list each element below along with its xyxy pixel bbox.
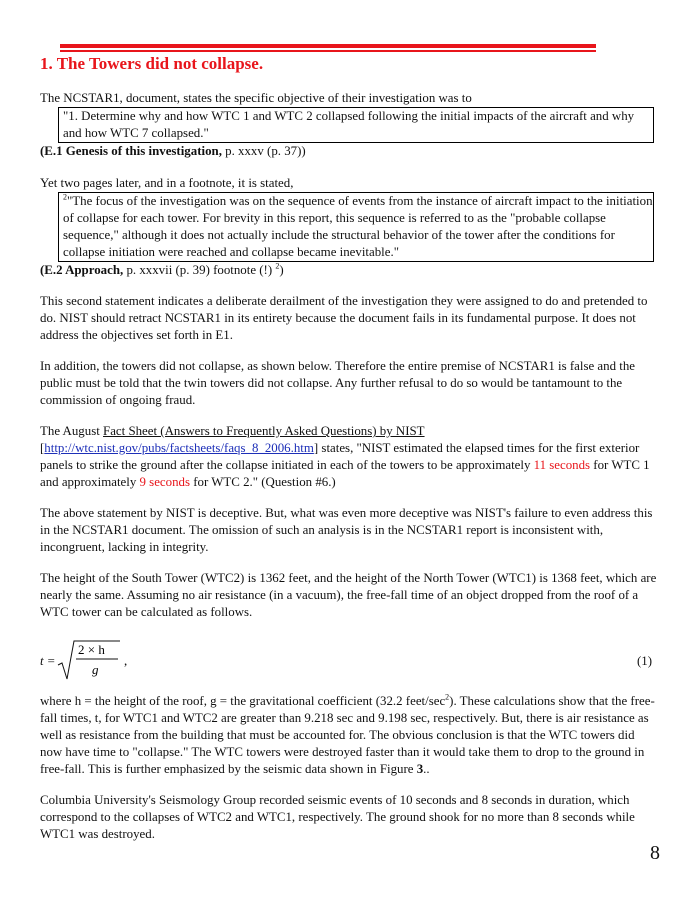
text-a: where h = the height of the roof, g = the gravitational coefficient (32.2 feet/sec bbox=[40, 694, 446, 708]
equation-denominator: g bbox=[92, 662, 99, 677]
text-end: for WTC 2." (Question #6.) bbox=[190, 475, 336, 489]
text-lead: The August bbox=[40, 424, 104, 438]
paragraph-objective-intro: The NCSTAR1, document, states the specific objective of their investigation was to bbox=[40, 91, 472, 105]
footnote-marker: 2 bbox=[63, 192, 67, 202]
paragraph-footnote-intro: Yet two pages later, and in a footnote, it is stated, bbox=[40, 176, 294, 190]
citation-bold: (E.2 Approach, bbox=[40, 263, 124, 277]
red-rule-bottom bbox=[60, 50, 596, 52]
citation-rest: p. xxxvii (p. 39) footnote (!) bbox=[123, 263, 276, 277]
highlight-wtc1-time: 11 seconds bbox=[533, 458, 591, 472]
document-body bbox=[40, 90, 658, 843]
fact-sheet-link[interactable]: http://wtc.nist.gov/pubs/factsheets/faqs_8_2006.htm bbox=[44, 441, 314, 455]
text-mid: states, "NIST estimated the elapsed times for the first exterior panels to strike the ground after the collapse initiated in each of the towers to be approximately bbox=[40, 441, 640, 472]
equation-number: (1) bbox=[636, 654, 652, 668]
text-end: .. bbox=[423, 762, 430, 776]
section-heading: 1. The Towers did not collapse. bbox=[40, 54, 264, 73]
text-b: ). These calculations show that the free-fall times, t, for WTC1 and WTC2 are greater than 9.218 sec and 9.198 sec, respectively. But, there is air resistance as well as resistance from the building that must be accounted for. The obvious conclusion is that the WTC towers did now have time to "collapse." The WTC towers were destroyed faster than it would take them to drop to the ground in free-fall. This is further emphasized by the seismic data shown in Figure bbox=[40, 694, 655, 776]
equation-free-fall bbox=[40, 633, 658, 683]
footnote-marker: 2 bbox=[275, 261, 280, 271]
bracket-open: [ bbox=[40, 441, 45, 455]
citation-e1 bbox=[40, 143, 658, 160]
paragraph-seismic: Columbia University's Seismology Group recorded seismic events of 10 seconds and 8 seconds in duration, which correspond to the collapses of WTC2 and WTC1, respectively. The ground shook for no more than 8 seconds while WTC1 was destroyed. bbox=[40, 793, 635, 841]
citation-rest: p. xxxv (p. 37)) bbox=[221, 144, 306, 158]
equation-lhs: t = bbox=[40, 654, 56, 668]
fact-sheet-title: Fact Sheet (Answers to Frequently Asked Questions) by NIST bbox=[103, 424, 425, 438]
citation-bold: (E.1 Genesis of this investigation, bbox=[40, 144, 222, 158]
paragraph-derailment: This second statement indicates a deliberate derailment of the investigation they were assigned to do and pretended to do. NIST should retract NCSTAR1 in its entirety because the document fails in its fundamental purpose. It does not address the objectives set forth in E1. bbox=[40, 294, 648, 342]
red-rule-top bbox=[60, 44, 596, 48]
paragraph-heights: The height of the South Tower (WTC2) is 1362 feet, and the height of the North Tower (WTC1) is 1368 feet, which are nearly the same. Assuming no air resistance (in a vacuum), the free-fall time of an object dropped from the roof of a WTC tower can be calculated as follows. bbox=[40, 571, 657, 619]
equation-numerator: 2 × h bbox=[78, 642, 105, 657]
quote-text: "The focus of the investigation was on the sequence of events from the instance of aircraft impact to the initiation of collapse for each tower. For brevity in this report, this sequence is referred to as the "probable collapse sequence," although it does not actually include the structural behavior of the tower after the conditions for collapse initiation were reached and collapse became inevitable." bbox=[63, 194, 653, 259]
text-mid2: for WTC 1 and approximately bbox=[40, 458, 650, 489]
highlight-wtc2-time: 9 seconds bbox=[139, 475, 190, 489]
bracket-close: ] bbox=[313, 441, 319, 455]
equation-radical bbox=[40, 637, 160, 683]
paragraph-free-fall-results bbox=[40, 693, 658, 778]
quote-box-footnote bbox=[58, 192, 654, 262]
citation-end: ) bbox=[279, 263, 284, 277]
paragraph-fact-sheet bbox=[40, 423, 658, 491]
paragraph-deceptive: The above statement by NIST is deceptive. But, what was even more deceptive was NIST's failure to even address this in the NCSTAR1 document. The omission of such an analysis is in the NCSTAR1 report is inconsistent with, incongruent, lacking in integrity. bbox=[40, 506, 653, 554]
superscript: 2 bbox=[445, 692, 450, 702]
citation-e2 bbox=[40, 262, 658, 279]
equation-comma: , bbox=[124, 653, 128, 668]
paragraph-premise: In addition, the towers did not collapse, as shown below. Therefore the entire premise of NCSTAR1 is false and the public must be told that the twin towers did not collapse. Any further refusal to do so would be tantamount to the commission of ongoing fraud. bbox=[40, 359, 636, 407]
page-number: 8 bbox=[650, 842, 660, 864]
figure-ref: 3 bbox=[416, 762, 424, 776]
quote-text: "1. Determine why and how WTC 1 and WTC 2 collapsed following the initial impacts of the aircraft and why and how WTC 7 collapsed." bbox=[63, 109, 635, 140]
quote-box-objective bbox=[58, 107, 654, 143]
